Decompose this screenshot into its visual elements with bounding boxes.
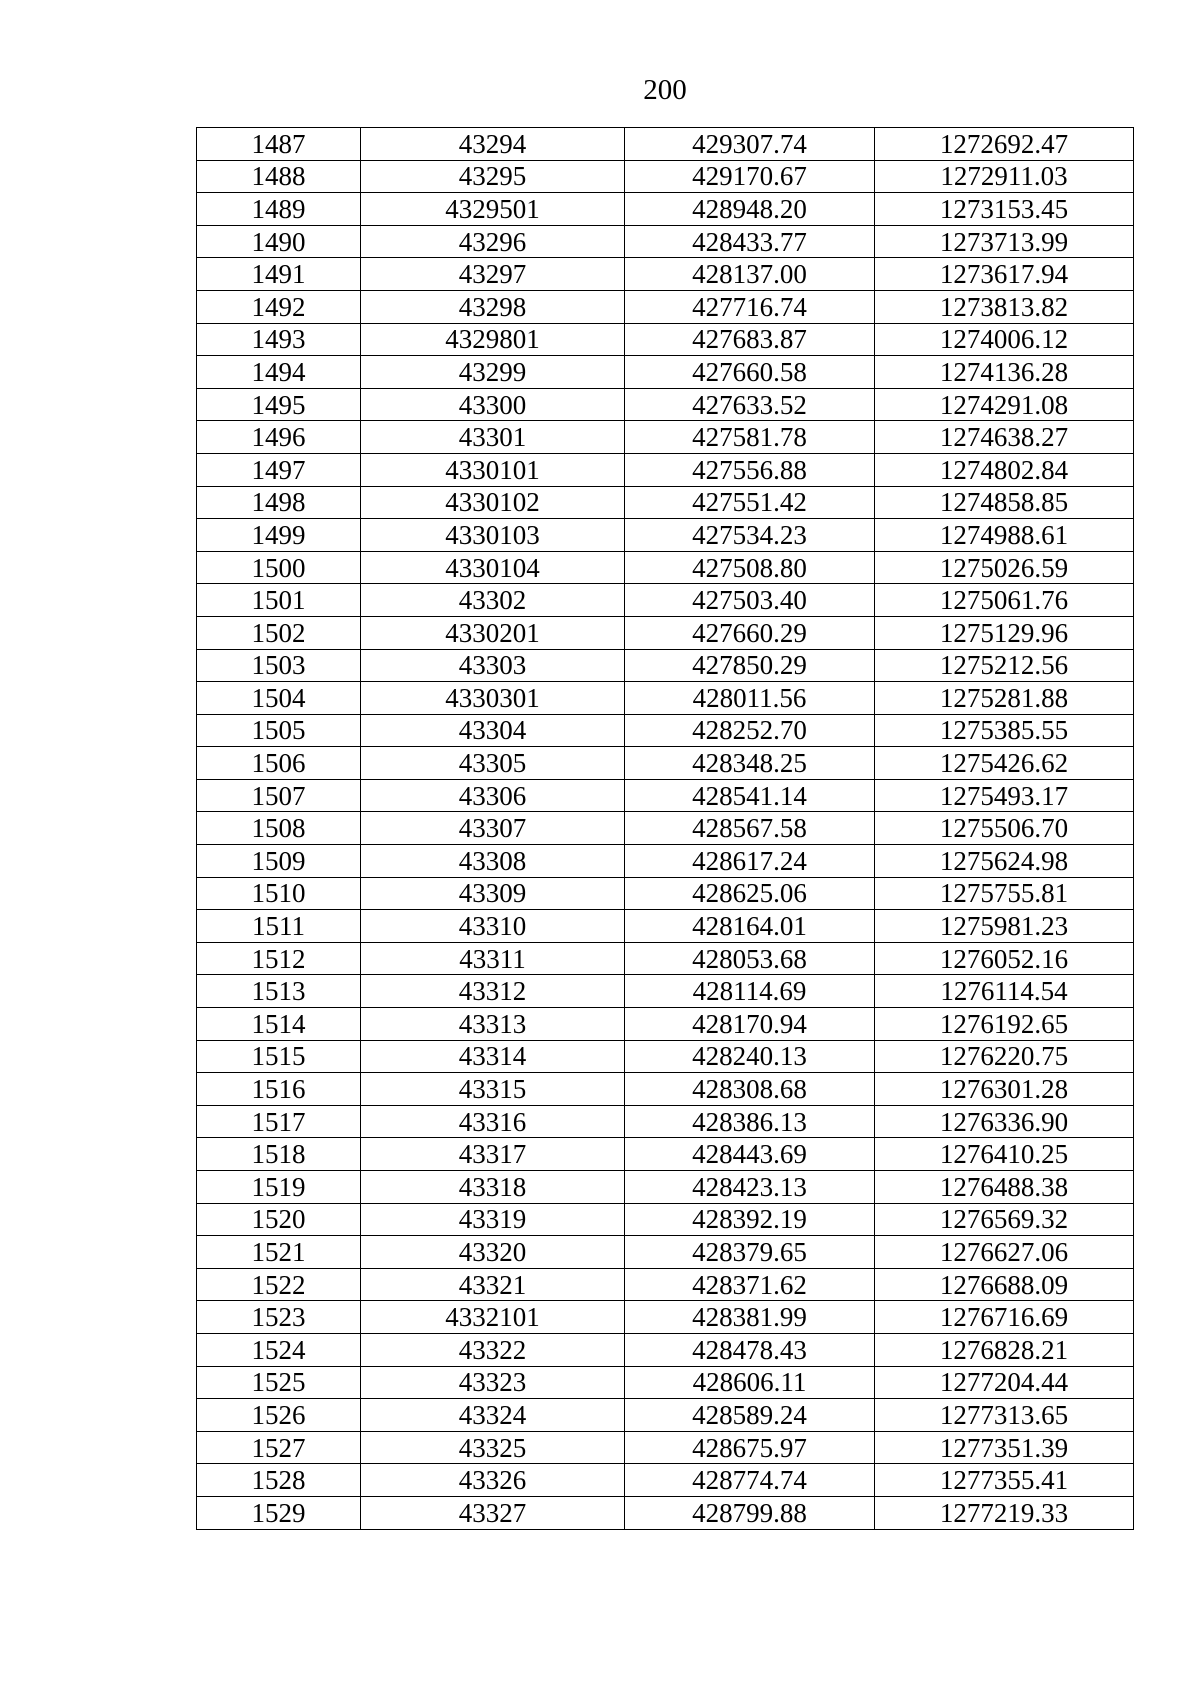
table-row	[197, 1203, 1134, 1236]
x-coordinate-cell: 427556.88	[625, 453, 875, 486]
row-number-cell: 1488	[197, 160, 361, 193]
x-coordinate-cell: 428379.65	[625, 1236, 875, 1269]
row-number-cell: 1496	[197, 421, 361, 454]
row-number-cell: 1489	[197, 193, 361, 226]
point-id-cell: 43321	[361, 1268, 625, 1301]
y-coordinate-cell: 1273617.94	[875, 258, 1134, 291]
table-row	[197, 584, 1134, 617]
point-id-cell: 43308	[361, 845, 625, 878]
point-id-cell: 43302	[361, 584, 625, 617]
row-number-cell: 1500	[197, 551, 361, 584]
x-coordinate-cell: 428308.68	[625, 1073, 875, 1106]
point-id-cell: 43313	[361, 1008, 625, 1041]
table-row	[197, 1268, 1134, 1301]
table-row	[197, 779, 1134, 812]
y-coordinate-cell: 1276569.32	[875, 1203, 1134, 1236]
x-coordinate-cell: 427660.29	[625, 616, 875, 649]
table-row	[197, 747, 1134, 780]
point-id-cell: 43326	[361, 1464, 625, 1497]
table-row	[197, 1040, 1134, 1073]
x-coordinate-cell: 428381.99	[625, 1301, 875, 1334]
table-row	[197, 714, 1134, 747]
y-coordinate-cell: 1274136.28	[875, 356, 1134, 389]
point-id-cell: 43303	[361, 649, 625, 682]
y-coordinate-cell: 1272911.03	[875, 160, 1134, 193]
point-id-cell: 43296	[361, 225, 625, 258]
point-id-cell: 43299	[361, 356, 625, 389]
point-id-cell: 4330301	[361, 682, 625, 715]
table-row	[197, 942, 1134, 975]
row-number-cell: 1497	[197, 453, 361, 486]
table-row	[197, 812, 1134, 845]
row-number-cell: 1509	[197, 845, 361, 878]
y-coordinate-cell: 1277355.41	[875, 1464, 1134, 1497]
point-id-cell: 43304	[361, 714, 625, 747]
x-coordinate-cell: 429307.74	[625, 128, 875, 161]
y-coordinate-cell: 1275755.81	[875, 877, 1134, 910]
x-coordinate-cell: 428240.13	[625, 1040, 875, 1073]
row-number-cell: 1526	[197, 1399, 361, 1432]
row-number-cell: 1518	[197, 1138, 361, 1171]
x-coordinate-cell: 427660.58	[625, 356, 875, 389]
table-row	[197, 1431, 1134, 1464]
coordinates-table	[196, 127, 1134, 1530]
table-row	[197, 1301, 1134, 1334]
row-number-cell: 1493	[197, 323, 361, 356]
y-coordinate-cell: 1274858.85	[875, 486, 1134, 519]
row-number-cell: 1492	[197, 290, 361, 323]
y-coordinate-cell: 1276301.28	[875, 1073, 1134, 1106]
row-number-cell: 1508	[197, 812, 361, 845]
y-coordinate-cell: 1275385.55	[875, 714, 1134, 747]
x-coordinate-cell: 428137.00	[625, 258, 875, 291]
y-coordinate-cell: 1273713.99	[875, 225, 1134, 258]
row-number-cell: 1510	[197, 877, 361, 910]
point-id-cell: 43315	[361, 1073, 625, 1106]
y-coordinate-cell: 1276716.69	[875, 1301, 1134, 1334]
y-coordinate-cell: 1275026.59	[875, 551, 1134, 584]
table-row	[197, 128, 1134, 161]
y-coordinate-cell: 1275426.62	[875, 747, 1134, 780]
y-coordinate-cell: 1276114.54	[875, 975, 1134, 1008]
point-id-cell: 43301	[361, 421, 625, 454]
point-id-cell: 43306	[361, 779, 625, 812]
x-coordinate-cell: 428423.13	[625, 1171, 875, 1204]
x-coordinate-cell: 427508.80	[625, 551, 875, 584]
y-coordinate-cell: 1276220.75	[875, 1040, 1134, 1073]
point-id-cell: 4329801	[361, 323, 625, 356]
row-number-cell: 1501	[197, 584, 361, 617]
x-coordinate-cell: 428170.94	[625, 1008, 875, 1041]
point-id-cell: 43297	[361, 258, 625, 291]
x-coordinate-cell: 427633.52	[625, 388, 875, 421]
x-coordinate-cell: 428567.58	[625, 812, 875, 845]
point-id-cell: 43323	[361, 1366, 625, 1399]
row-number-cell: 1527	[197, 1431, 361, 1464]
point-id-cell: 43317	[361, 1138, 625, 1171]
row-number-cell: 1499	[197, 519, 361, 552]
y-coordinate-cell: 1276052.16	[875, 942, 1134, 975]
x-coordinate-cell: 428011.56	[625, 682, 875, 715]
x-coordinate-cell: 427850.29	[625, 649, 875, 682]
point-id-cell: 43327	[361, 1496, 625, 1529]
x-coordinate-cell: 428948.20	[625, 193, 875, 226]
row-number-cell: 1511	[197, 910, 361, 943]
point-id-cell: 43310	[361, 910, 625, 943]
x-coordinate-cell: 428371.62	[625, 1268, 875, 1301]
y-coordinate-cell: 1276488.38	[875, 1171, 1134, 1204]
y-coordinate-cell: 1275493.17	[875, 779, 1134, 812]
table-row	[197, 1105, 1134, 1138]
x-coordinate-cell: 427503.40	[625, 584, 875, 617]
x-coordinate-cell: 428774.74	[625, 1464, 875, 1497]
table-row	[197, 421, 1134, 454]
row-number-cell: 1524	[197, 1333, 361, 1366]
table-row	[197, 519, 1134, 552]
row-number-cell: 1519	[197, 1171, 361, 1204]
row-number-cell: 1515	[197, 1040, 361, 1073]
row-number-cell: 1529	[197, 1496, 361, 1529]
point-id-cell: 43305	[361, 747, 625, 780]
point-id-cell: 43314	[361, 1040, 625, 1073]
row-number-cell: 1494	[197, 356, 361, 389]
x-coordinate-cell: 429170.67	[625, 160, 875, 193]
table-row	[197, 682, 1134, 715]
point-id-cell: 4332101	[361, 1301, 625, 1334]
table-row	[197, 323, 1134, 356]
table-row	[197, 1008, 1134, 1041]
y-coordinate-cell: 1276336.90	[875, 1105, 1134, 1138]
point-id-cell: 43325	[361, 1431, 625, 1464]
y-coordinate-cell: 1276627.06	[875, 1236, 1134, 1269]
x-coordinate-cell: 427716.74	[625, 290, 875, 323]
y-coordinate-cell: 1274802.84	[875, 453, 1134, 486]
row-number-cell: 1490	[197, 225, 361, 258]
row-number-cell: 1516	[197, 1073, 361, 1106]
table-row	[197, 910, 1134, 943]
table-row	[197, 1236, 1134, 1269]
y-coordinate-cell: 1277219.33	[875, 1496, 1134, 1529]
row-number-cell: 1506	[197, 747, 361, 780]
table-row	[197, 975, 1134, 1008]
table-row	[197, 258, 1134, 291]
y-coordinate-cell: 1272692.47	[875, 128, 1134, 161]
x-coordinate-cell: 428443.69	[625, 1138, 875, 1171]
point-id-cell: 43324	[361, 1399, 625, 1432]
row-number-cell: 1495	[197, 388, 361, 421]
table-row	[197, 1496, 1134, 1529]
point-id-cell: 43309	[361, 877, 625, 910]
point-id-cell: 4330101	[361, 453, 625, 486]
y-coordinate-cell: 1274638.27	[875, 421, 1134, 454]
y-coordinate-cell: 1276688.09	[875, 1268, 1134, 1301]
table-row	[197, 845, 1134, 878]
y-coordinate-cell: 1275129.96	[875, 616, 1134, 649]
point-id-cell: 43319	[361, 1203, 625, 1236]
table-row	[197, 290, 1134, 323]
table-row	[197, 649, 1134, 682]
table-row	[197, 877, 1134, 910]
y-coordinate-cell: 1273153.45	[875, 193, 1134, 226]
table-row	[197, 1399, 1134, 1432]
y-coordinate-cell: 1275212.56	[875, 649, 1134, 682]
row-number-cell: 1503	[197, 649, 361, 682]
y-coordinate-cell: 1274006.12	[875, 323, 1134, 356]
row-number-cell: 1513	[197, 975, 361, 1008]
x-coordinate-cell: 428606.11	[625, 1366, 875, 1399]
point-id-cell: 43307	[361, 812, 625, 845]
y-coordinate-cell: 1277313.65	[875, 1399, 1134, 1432]
y-coordinate-cell: 1275506.70	[875, 812, 1134, 845]
x-coordinate-cell: 427581.78	[625, 421, 875, 454]
x-coordinate-cell: 428053.68	[625, 942, 875, 975]
x-coordinate-cell: 428114.69	[625, 975, 875, 1008]
y-coordinate-cell: 1275624.98	[875, 845, 1134, 878]
row-number-cell: 1491	[197, 258, 361, 291]
point-id-cell: 43322	[361, 1333, 625, 1366]
row-number-cell: 1521	[197, 1236, 361, 1269]
row-number-cell: 1505	[197, 714, 361, 747]
x-coordinate-cell: 428541.14	[625, 779, 875, 812]
table-row	[197, 1366, 1134, 1399]
point-id-cell: 43318	[361, 1171, 625, 1204]
y-coordinate-cell: 1273813.82	[875, 290, 1134, 323]
point-id-cell: 43295	[361, 160, 625, 193]
table-row	[197, 193, 1134, 226]
table-row	[197, 453, 1134, 486]
x-coordinate-cell: 428252.70	[625, 714, 875, 747]
x-coordinate-cell: 427683.87	[625, 323, 875, 356]
x-coordinate-cell: 428625.06	[625, 877, 875, 910]
y-coordinate-cell: 1275281.88	[875, 682, 1134, 715]
row-number-cell: 1525	[197, 1366, 361, 1399]
table-row	[197, 356, 1134, 389]
point-id-cell: 4329501	[361, 193, 625, 226]
y-coordinate-cell: 1277351.39	[875, 1431, 1134, 1464]
x-coordinate-cell: 428617.24	[625, 845, 875, 878]
row-number-cell: 1512	[197, 942, 361, 975]
point-id-cell: 43312	[361, 975, 625, 1008]
table-row	[197, 616, 1134, 649]
y-coordinate-cell: 1276828.21	[875, 1333, 1134, 1366]
table-row	[197, 1138, 1134, 1171]
row-number-cell: 1522	[197, 1268, 361, 1301]
y-coordinate-cell: 1274988.61	[875, 519, 1134, 552]
table-row	[197, 388, 1134, 421]
x-coordinate-cell: 428433.77	[625, 225, 875, 258]
row-number-cell: 1514	[197, 1008, 361, 1041]
point-id-cell: 43294	[361, 128, 625, 161]
page-number: 200	[643, 74, 687, 106]
row-number-cell: 1517	[197, 1105, 361, 1138]
y-coordinate-cell: 1275981.23	[875, 910, 1134, 943]
y-coordinate-cell: 1276192.65	[875, 1008, 1134, 1041]
x-coordinate-cell: 427551.42	[625, 486, 875, 519]
row-number-cell: 1507	[197, 779, 361, 812]
point-id-cell: 43316	[361, 1105, 625, 1138]
y-coordinate-cell: 1274291.08	[875, 388, 1134, 421]
point-id-cell: 43320	[361, 1236, 625, 1269]
point-id-cell: 43311	[361, 942, 625, 975]
x-coordinate-cell: 428348.25	[625, 747, 875, 780]
point-id-cell: 4330102	[361, 486, 625, 519]
x-coordinate-cell: 428386.13	[625, 1105, 875, 1138]
row-number-cell: 1504	[197, 682, 361, 715]
table-row	[197, 1333, 1134, 1366]
y-coordinate-cell: 1276410.25	[875, 1138, 1134, 1171]
x-coordinate-cell: 428392.19	[625, 1203, 875, 1236]
table-row	[197, 160, 1134, 193]
x-coordinate-cell: 427534.23	[625, 519, 875, 552]
x-coordinate-cell: 428164.01	[625, 910, 875, 943]
row-number-cell: 1528	[197, 1464, 361, 1497]
coordinates-table-body	[197, 128, 1134, 1530]
row-number-cell: 1523	[197, 1301, 361, 1334]
table-row	[197, 1171, 1134, 1204]
row-number-cell: 1520	[197, 1203, 361, 1236]
y-coordinate-cell: 1277204.44	[875, 1366, 1134, 1399]
point-id-cell: 4330104	[361, 551, 625, 584]
point-id-cell: 43298	[361, 290, 625, 323]
x-coordinate-cell: 428675.97	[625, 1431, 875, 1464]
x-coordinate-cell: 428799.88	[625, 1496, 875, 1529]
x-coordinate-cell: 428589.24	[625, 1399, 875, 1432]
table-row	[197, 225, 1134, 258]
row-number-cell: 1498	[197, 486, 361, 519]
row-number-cell: 1502	[197, 616, 361, 649]
table-row	[197, 551, 1134, 584]
x-coordinate-cell: 428478.43	[625, 1333, 875, 1366]
y-coordinate-cell: 1275061.76	[875, 584, 1134, 617]
row-number-cell: 1487	[197, 128, 361, 161]
table-row	[197, 486, 1134, 519]
table-row	[197, 1073, 1134, 1106]
point-id-cell: 4330201	[361, 616, 625, 649]
point-id-cell: 43300	[361, 388, 625, 421]
point-id-cell: 4330103	[361, 519, 625, 552]
table-row	[197, 1464, 1134, 1497]
